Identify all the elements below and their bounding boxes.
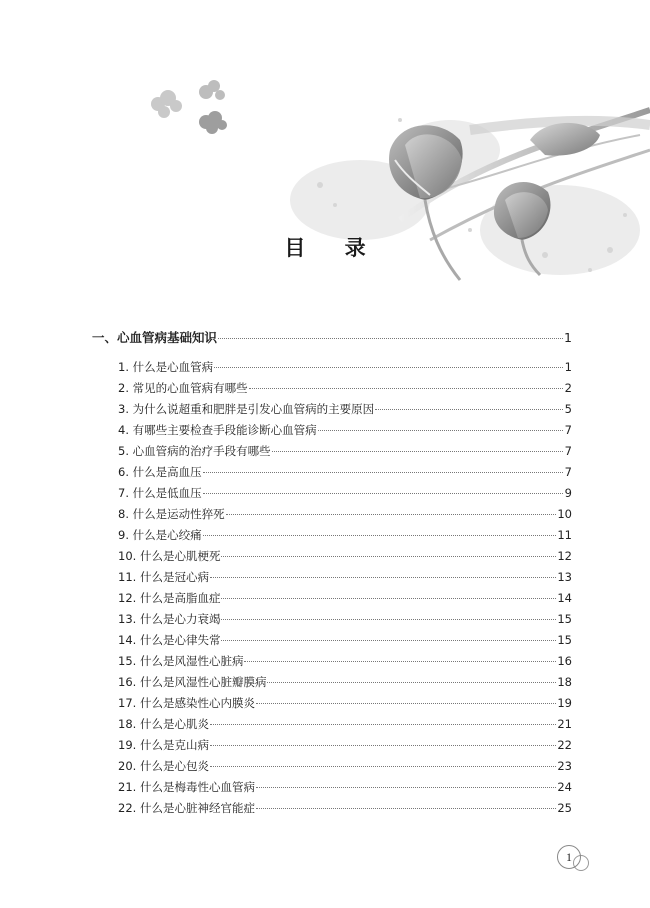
entry-number: 17. — [118, 696, 137, 710]
leader-dots — [256, 703, 556, 704]
section-label: 一、心血管病基础知识 — [92, 330, 218, 345]
entry-number: 18. — [118, 717, 137, 731]
leader-dots — [203, 535, 557, 536]
leader-dots — [221, 640, 556, 641]
entry-number: 5. — [118, 444, 129, 458]
entry-number: 10. — [118, 549, 137, 563]
entry-text: 什么是运动性猝死 — [132, 507, 225, 521]
entry-number: 9. — [118, 528, 129, 542]
toc-entry[interactable] — [118, 380, 572, 396]
entry-page: 15 — [557, 633, 572, 647]
leader-dots — [203, 472, 563, 473]
toc-entry[interactable] — [118, 758, 572, 774]
entry-text: 什么是克山病 — [139, 738, 209, 752]
leader-dots — [210, 724, 556, 725]
leader-dots — [203, 493, 563, 494]
entry-number: 21. — [118, 780, 137, 794]
entry-text: 什么是心脏神经官能症 — [139, 801, 255, 815]
entry-text: 什么是心绞痛 — [132, 528, 202, 542]
entry-text: 什么是心血管病 — [132, 360, 214, 374]
entry-text: 什么是心律失常 — [139, 633, 221, 647]
entry-number: 19. — [118, 738, 137, 752]
entry-page: 22 — [557, 738, 572, 752]
toc-entry[interactable] — [118, 779, 572, 795]
toc-entry[interactable] — [118, 632, 572, 648]
toc-entry[interactable] — [118, 674, 572, 690]
entry-page: 2 — [564, 381, 572, 395]
toc-entry[interactable] — [118, 590, 572, 606]
toc-entry[interactable] — [118, 401, 572, 417]
entry-page: 9 — [564, 486, 572, 500]
entry-number: 3. — [118, 402, 129, 416]
entry-number: 12. — [118, 591, 137, 605]
entry-page: 10 — [557, 507, 572, 521]
leader-dots — [375, 409, 563, 410]
toc-entry[interactable] — [118, 506, 572, 522]
leader-dots — [256, 808, 556, 809]
entry-text: 为什么说超重和肥胖是引发心血管病的主要原因 — [132, 402, 375, 416]
toc-entry[interactable] — [118, 422, 572, 438]
leader-dots — [244, 661, 556, 662]
leader-dots — [214, 367, 563, 368]
entry-page: 19 — [557, 696, 572, 710]
leader-dots — [256, 787, 556, 788]
entry-text: 什么是风湿性心脏病 — [139, 654, 244, 668]
leader-dots — [221, 598, 556, 599]
leader-dots — [221, 619, 556, 620]
entry-text: 什么是感染性心内膜炎 — [139, 696, 255, 710]
entry-text: 什么是心包炎 — [139, 759, 209, 773]
toc-entry[interactable] — [118, 443, 572, 459]
entry-number: 20. — [118, 759, 137, 773]
entry-text: 有哪些主要检查手段能诊断心血管病 — [132, 423, 317, 437]
entry-page: 16 — [557, 654, 572, 668]
entry-text: 什么是高血压 — [132, 465, 202, 479]
entry-page: 15 — [557, 612, 572, 626]
entry-page: 13 — [557, 570, 572, 584]
toc-entry[interactable] — [118, 695, 572, 711]
entry-page: 1 — [564, 360, 572, 374]
entry-number: 14. — [118, 633, 137, 647]
entry-number: 15. — [118, 654, 137, 668]
entry-page: 7 — [564, 465, 572, 479]
entry-number: 4. — [118, 423, 129, 437]
toc-entry[interactable] — [118, 737, 572, 753]
entry-number: 1. — [118, 360, 129, 374]
entry-number: 22. — [118, 801, 137, 815]
entry-text: 什么是梅毒性心血管病 — [139, 780, 255, 794]
toc-entry[interactable] — [118, 569, 572, 585]
toc-entry[interactable] — [118, 611, 572, 627]
toc-entry[interactable] — [118, 800, 572, 816]
entry-page: 5 — [564, 402, 572, 416]
entry-page: 18 — [557, 675, 572, 689]
entry-page: 7 — [564, 444, 572, 458]
entry-page: 25 — [557, 801, 572, 815]
page-title: 目 录 — [284, 235, 382, 260]
toc-entry[interactable] — [118, 527, 572, 543]
toc-entry[interactable] — [118, 464, 572, 480]
toc-entry[interactable] — [118, 359, 572, 375]
entry-text: 什么是心肌炎 — [139, 717, 209, 731]
entry-page: 14 — [557, 591, 572, 605]
leader-dots — [267, 682, 556, 683]
toc-entry[interactable] — [118, 653, 572, 669]
entry-text: 什么是心肌梗死 — [139, 549, 221, 563]
toc-entry[interactable] — [118, 485, 572, 501]
toc-entry[interactable] — [118, 716, 572, 732]
leader-dots — [210, 577, 556, 578]
entry-page: 23 — [557, 759, 572, 773]
leader-dots — [210, 766, 556, 767]
entry-page: 7 — [564, 423, 572, 437]
entry-text: 什么是风湿性心脏瓣膜病 — [139, 675, 267, 689]
page-number: 1 — [557, 845, 581, 869]
entry-number: 7. — [118, 486, 129, 500]
entry-text: 常见的心血管病有哪些 — [132, 381, 248, 395]
entry-text: 什么是低血压 — [132, 486, 202, 500]
leader-dots — [318, 430, 563, 431]
entry-page: 21 — [557, 717, 572, 731]
section-page: 1 — [564, 330, 572, 345]
toc-section-row[interactable] — [92, 330, 572, 346]
entry-number: 13. — [118, 612, 137, 626]
entry-page: 24 — [557, 780, 572, 794]
entry-number: 8. — [118, 507, 129, 521]
entry-number: 2. — [118, 381, 129, 395]
entry-text: 什么是心力衰竭 — [139, 612, 221, 626]
entry-number: 11. — [118, 570, 137, 584]
entry-text: 什么是高脂血症 — [139, 591, 221, 605]
leader-dots — [272, 451, 563, 452]
leader-dots — [249, 388, 563, 389]
entry-page: 12 — [557, 549, 572, 563]
entry-number: 16. — [118, 675, 137, 689]
entry-number: 6. — [118, 465, 129, 479]
leader-dots — [218, 338, 563, 339]
entry-page: 11 — [557, 528, 572, 542]
leaf-cluster-icon — [151, 80, 227, 134]
entry-text: 心血管病的治疗手段有哪些 — [132, 444, 271, 458]
leader-dots — [210, 745, 556, 746]
leader-dots — [226, 514, 557, 515]
toc-entry[interactable] — [118, 548, 572, 564]
entry-text: 什么是冠心病 — [139, 570, 209, 584]
leader-dots — [221, 556, 556, 557]
